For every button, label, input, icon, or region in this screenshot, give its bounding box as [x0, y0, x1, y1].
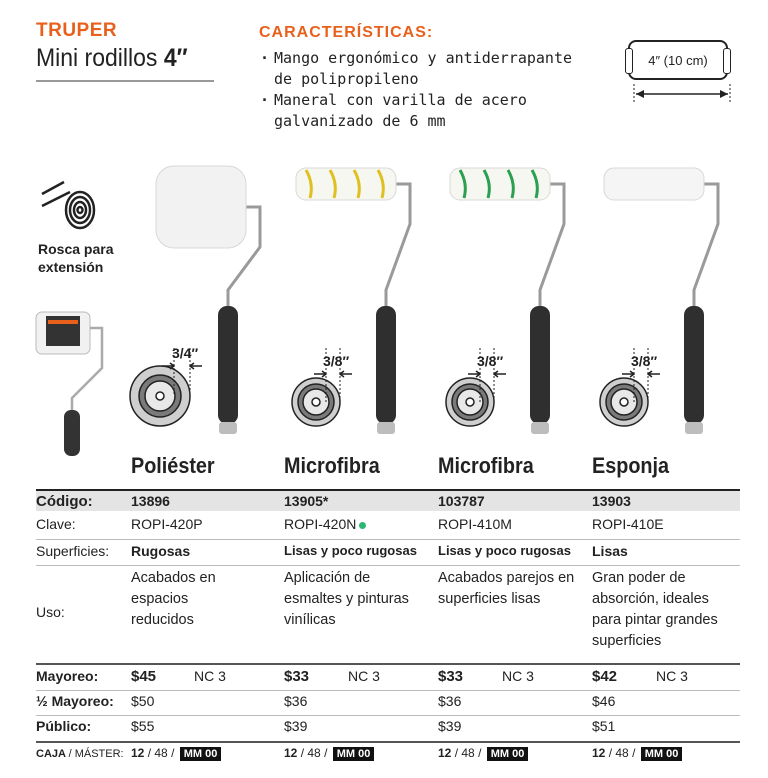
product-type-title: Poliéster	[131, 453, 215, 478]
mm-badge: MM 00	[180, 747, 222, 761]
features-heading: CARACTERÍSTICAS:	[259, 24, 434, 41]
nap-size-label: 3/4″	[172, 345, 199, 361]
nc-value: NC 3	[194, 668, 226, 684]
mayoreo-row	[36, 668, 740, 690]
nap-cross-section-icon	[434, 330, 524, 430]
medio-mayoreo-row	[36, 693, 740, 715]
superficies-value: Lisas y poco rugosas	[438, 543, 571, 558]
threaded-end-icon	[36, 176, 106, 236]
medio-mayoreo-value: $36	[438, 693, 462, 709]
features-list	[260, 48, 590, 132]
dimension-arrow-icon	[632, 84, 732, 104]
clave-value: ROPI-410M	[438, 516, 512, 532]
uso-row	[36, 568, 740, 658]
publico-row	[36, 718, 740, 740]
medio-mayoreo-value: $50	[131, 693, 155, 709]
superficies-label: Superficies:	[36, 543, 110, 559]
superficies-value: Lisas	[592, 543, 628, 559]
mm-badge: MM 00	[641, 747, 683, 761]
product-type-title: Esponja	[592, 453, 670, 478]
nap-cross-section-icon	[280, 330, 370, 430]
codigo-value: 13905*	[284, 493, 329, 509]
codigo-value: 13903	[592, 493, 631, 509]
nc-value: NC 3	[656, 668, 688, 684]
row-divider	[36, 690, 740, 691]
packaged-roller-image	[32, 308, 112, 460]
mayoreo-value: $45	[131, 668, 157, 685]
uso-value: Gran poder de absorción, ideales para pintar grandes superficies	[592, 570, 718, 649]
mm-badge: MM 00	[487, 747, 529, 761]
medio-mayoreo-value: $46	[592, 693, 616, 709]
medio-mayoreo-label: ½ Mayoreo:	[36, 693, 114, 709]
nap-size-label: 3/8″	[631, 353, 658, 369]
caja-master-value: 12 / 48 / MM 00	[438, 746, 528, 761]
new-product-dot-icon	[359, 522, 366, 529]
row-divider	[36, 539, 740, 540]
mayoreo-label: Mayoreo:	[36, 668, 99, 684]
product-type-title: Microfibra	[438, 453, 534, 478]
row-divider	[36, 663, 740, 665]
uso-label: Uso:	[36, 604, 65, 620]
mayoreo-value: $42	[592, 668, 618, 685]
publico-label: Público:	[36, 718, 92, 734]
publico-value: $55	[131, 718, 155, 734]
uso-value: Acabados parejos en superficies lisas	[438, 570, 575, 607]
medio-mayoreo-value: $36	[284, 693, 308, 709]
codigo-row	[36, 489, 740, 511]
nc-value: NC 3	[348, 668, 380, 684]
nc-value: NC 3	[502, 668, 534, 684]
mayoreo-value: $33	[284, 668, 310, 685]
caja-master-value: 12 / 48 / MM 00	[284, 746, 374, 761]
dimension-label: 4″ (10 cm)	[648, 52, 708, 68]
uso-value: Acabados en espacios reducidos	[131, 570, 216, 628]
page-title: Mini rodillos 4″	[36, 44, 188, 72]
publico-value: $39	[284, 718, 308, 734]
nap-size-label: 3/8″	[477, 353, 504, 369]
row-divider	[36, 741, 740, 743]
brand-logo: TRUPER	[36, 20, 118, 41]
mayoreo-value: $33	[438, 668, 464, 685]
publico-value: $51	[592, 718, 616, 734]
nap-size-label: 3/8″	[323, 353, 350, 369]
row-divider	[36, 565, 740, 566]
roller-dimension-badge	[628, 40, 728, 80]
codigo-value: 13896	[131, 493, 170, 509]
superficies-row	[36, 543, 740, 565]
clave-label: Clave:	[36, 516, 76, 532]
feature-item: · Maneral con varilla de acero galvanizado de 6 mm	[260, 90, 590, 132]
superficies-value: Rugosas	[131, 543, 191, 559]
feature-item: · Mango ergonómico y antiderrapante de polipropileno	[260, 48, 590, 90]
caja-master-row	[36, 746, 740, 768]
row-divider	[36, 715, 740, 716]
clave-value: ROPI-420P	[131, 516, 203, 532]
caja-master-value: 12 / 48 / MM 00	[131, 746, 221, 761]
product-type-title: Microfibra	[284, 453, 380, 478]
codigo-value: 103787	[438, 493, 485, 509]
caja-master-value: 12 / 48 / MM 00	[592, 746, 682, 761]
uso-value: Aplicación de esmaltes y pinturas vinílicas	[284, 570, 409, 628]
mm-badge: MM 00	[333, 747, 375, 761]
nap-cross-section-icon	[124, 330, 214, 430]
threaded-end-label: Rosca para extensión	[38, 241, 114, 275]
superficies-value: Lisas y poco rugosas	[284, 543, 417, 558]
clave-value: ROPI-420N	[284, 516, 366, 532]
codigo-label: Código:	[36, 493, 93, 510]
title-divider	[36, 80, 214, 82]
caja-master-label: CAJA / MÁSTER:	[36, 748, 124, 760]
clave-value: ROPI-410E	[592, 516, 664, 532]
publico-value: $39	[438, 718, 462, 734]
clave-row	[36, 516, 740, 538]
nap-cross-section-icon	[588, 330, 678, 430]
